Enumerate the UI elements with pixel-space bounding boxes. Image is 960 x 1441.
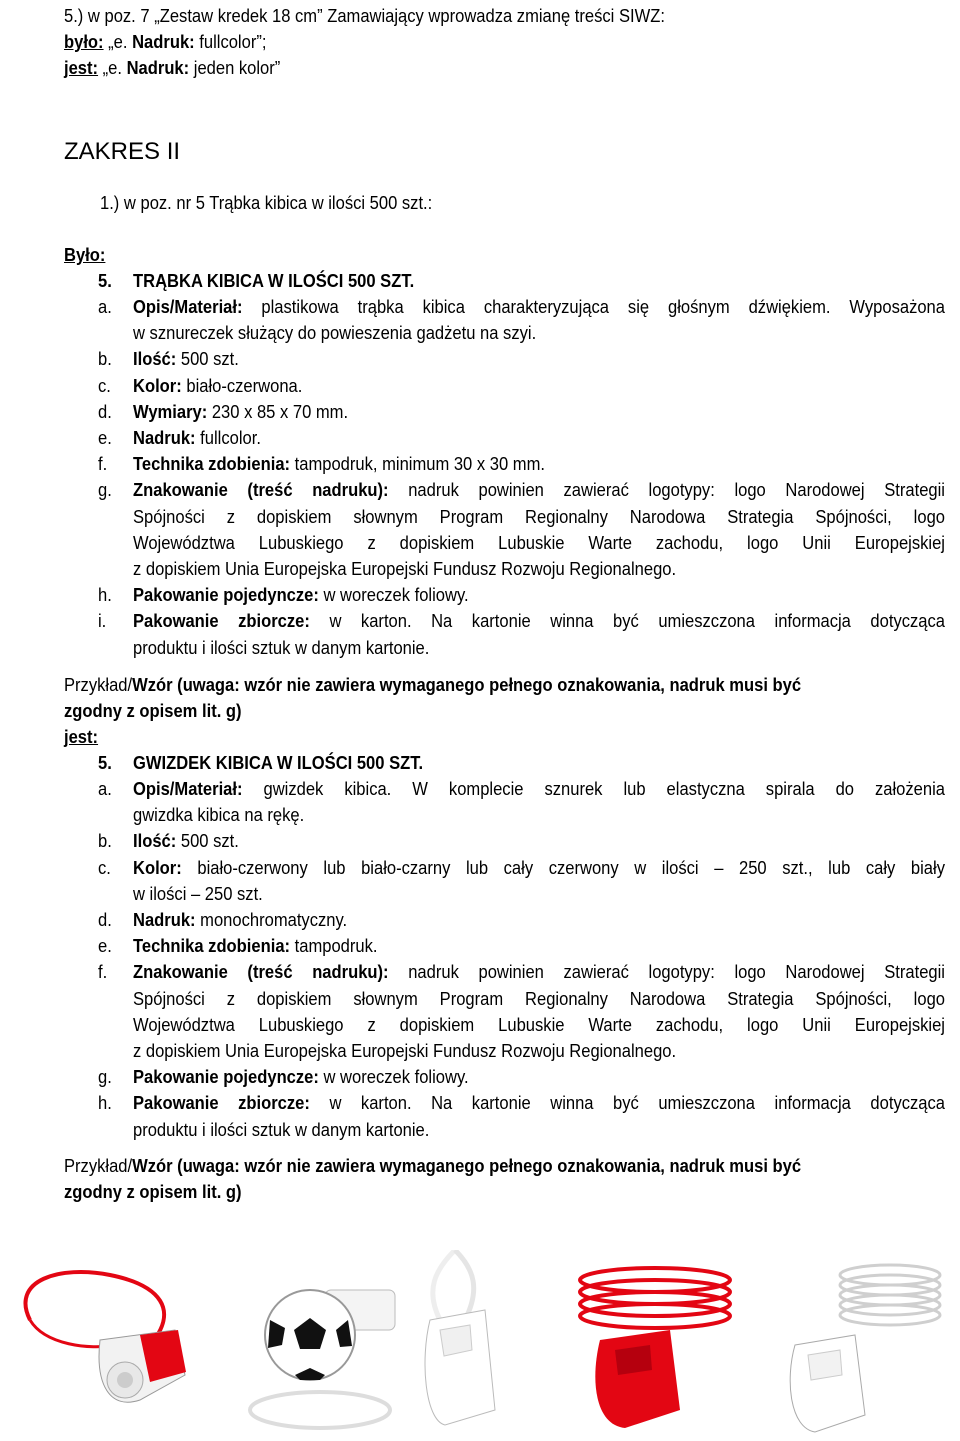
item-letter: b. [98,349,112,370]
item-line [133,505,945,529]
item-text: 230 x 85 x 70 mm. [207,401,349,422]
item-line [133,934,377,958]
item-line [133,960,945,984]
product-photos [0,1250,960,1440]
bylo-text-b: fullcolor”; [194,32,267,52]
item-text: monochromatyczny. [195,910,348,930]
item-letter: d. [98,910,112,930]
item-field-label: Technika zdobienia: [133,454,291,475]
item-letter: f. [98,454,108,475]
jest-heading-number: 5. [98,753,112,773]
change-line-bylo [64,30,266,54]
item-line [133,856,945,880]
jest-example-normal: Przykład/ [64,1156,133,1176]
item-field-label: Wymiary: [133,401,208,422]
item-line [133,609,945,633]
bylo-heading: TRĄBKA KIBICA W ILOŚCI 500 SZT. [133,271,415,291]
bylo-example-line-2: zgodny z opisem lit. g) [64,701,242,721]
item-line [133,908,347,932]
item-letter: h. [98,585,112,606]
item-letter: f. [98,962,108,983]
item-line [133,347,239,371]
jest-example-line-1 [64,1154,801,1178]
item-field-label: Nadruk: [133,910,196,930]
jest-example-bold-1: Wzór (uwaga: wzór nie zawiera wymaganego pełnego oznakowania, nadruk musi być [132,1156,802,1176]
item-text: plastikowa trąbka kibica charakteryzująca się głośnym dźwiękiem. Wyposażona [242,297,945,317]
item-line [133,374,302,398]
item-text: 500 szt. [176,349,239,370]
item-text: fullcolor. [195,428,261,448]
item-text: nadruk powinien zawierać logotypy: logo Narodowej Strategii [388,480,945,501]
white-whistle-cord-photo [400,1250,510,1440]
item-field-label: Technika zdobienia: [133,936,291,957]
item-text: Spójności z dopiskiem słownym Program Regionalny Narodowa Strategia Spójności, logo [133,988,945,1009]
item-text: Województwa Lubuskiego z dopiskiem Lubuskie Warte zachodu, logo Unii Europejskiej [133,1014,945,1035]
jest-bold: Nadruk: [126,58,190,78]
item-line [133,452,545,476]
bylo-example-bold-1: Wzór (uwaga: wzór nie zawiera wymaganego pełnego oznakowania, nadruk musi być [132,675,802,695]
item-line [133,321,536,345]
item-text: nadruk powinien zawierać logotypy: logo Narodowej Strategii [388,962,945,983]
item-field-label: Znakowanie (treść nadruku): [133,480,389,501]
jest-text-a: „e. [98,58,127,78]
item-line [133,829,239,853]
item-letter: h. [98,1093,112,1114]
bylo-text-a: „e. [103,32,133,52]
jest-text-b: jeden kolor” [189,58,281,78]
item-text: w ilości – 250 szt. [133,883,263,904]
item-line [133,557,676,581]
jest-heading: GWIZDEK KIBICA W ILOŚCI 500 SZT. [133,753,424,773]
change-line-jest [64,56,280,80]
jest-example-line-2: zgodny z opisem lit. g) [64,1182,242,1202]
item-field-label: Ilość: [133,349,177,370]
item-line [133,531,945,555]
item-field-label: Pakowanie zbiorcze: [133,611,310,632]
item-field-label: Ilość: [133,831,177,852]
item-text: Spójności z dopiskiem słownym Program Regionalny Narodowa Strategia Spójności, logo [133,506,945,527]
item-letter: b. [98,831,112,852]
item-letter: g. [98,480,112,501]
item-text: Województwa Lubuskiego z dopiskiem Lubuskie Warte zachodu, logo Unii Europejskiej [133,532,945,553]
item-field-label: Pakowanie pojedyncze: [133,1067,319,1088]
item-line [133,1013,945,1037]
item-text: biało-czerwona. [181,375,303,396]
item-line [133,478,945,502]
item-line [133,400,348,424]
item-field-label: Pakowanie pojedyncze: [133,585,319,606]
item-letter: c. [98,857,111,878]
item-letter: e. [98,936,112,957]
white-whistle-spiral-photo [780,1250,950,1440]
bylo-bold: Nadruk: [132,32,195,52]
item-line [133,636,429,660]
red-whistle-spiral-photo [560,1250,740,1440]
item-text: z dopiskiem Unia Europejska Europejski Fundusz Rozwoju Regionalnego. [133,1041,677,1061]
item-line [133,295,945,319]
item-text: gwizdka kibica na rękę. [133,805,305,826]
item-line [133,583,469,607]
bylo-example-normal: Przykład/ [64,675,133,695]
item-text: z dopiskiem Unia Europejska Europejski Fundusz Rozwoju Regionalnego. [133,559,677,579]
item-field-label: Opis/Materiał: [133,779,243,799]
item-field-label: Pakowanie zbiorcze: [133,1093,310,1114]
item-letter: a. [98,779,112,799]
item-text: biało-czerwony lub biało-czarny lub cały czerwony w ilości – 250 szt., lub cały biały [181,857,945,878]
item-line [133,1118,429,1142]
item-text: tampodruk, minimum 30 x 30 mm. [290,454,545,475]
bylo-example-line-1 [64,673,801,697]
item-text: tampodruk. [290,936,378,957]
zakres-title: ZAKRES II [64,138,181,165]
item-letter: a. [98,297,112,317]
change-intro: 1.) w poz. nr 5 Trąbka kibica w ilości 500 szt.: [100,193,433,213]
item-line [133,777,945,801]
item-field-label: Kolor: [133,857,182,878]
item-line [133,426,261,450]
item-line [133,987,945,1011]
item-text: 500 szt. [176,831,239,852]
red-white-whistle-photo [0,1250,230,1440]
bylo-section-label: Było: [64,245,106,265]
item-field-label: Opis/Materiał: [133,297,243,317]
item-text: produktu i ilości sztuk w danym kartonie. [133,1119,430,1140]
item-text: produktu i ilości sztuk w danym kartonie. [133,637,430,658]
item-text: w woreczek foliowy. [318,1067,469,1088]
change-line-1: 5.) w poz. 7 „Zestaw kredek 18 cm” Zamawiający wprowadza zmianę treści SIWZ: [64,6,665,26]
item-field-label: Nadruk: [133,428,196,448]
item-line [133,1065,469,1089]
item-line [133,882,263,906]
item-text: w woreczek foliowy. [318,585,469,606]
item-letter: c. [98,375,111,396]
item-text: gwizdek kibica. W komplecie sznurek lub elastyczna spirala do założenia [242,779,945,799]
bylo-heading-number: 5. [98,271,112,291]
item-letter: i. [98,611,107,632]
item-line [133,803,304,827]
item-text: w karton. Na kartonie winna być umieszczona informacja dotycząca [309,611,946,632]
jest-section-label: jest: [64,727,99,747]
football-whistle-photo [240,1250,400,1440]
bylo-label: było: [64,32,104,52]
item-field-label: Kolor: [133,375,182,396]
item-line [133,1091,945,1115]
item-text: w sznureczek służący do powieszenia gadżetu na szyi. [133,323,537,344]
item-letter: g. [98,1067,112,1088]
item-line [133,1039,676,1063]
jest-label: jest: [64,58,99,78]
item-letter: d. [98,401,112,422]
item-field-label: Znakowanie (treść nadruku): [133,962,389,983]
item-letter: e. [98,428,112,448]
item-text: w karton. Na kartonie winna być umieszczona informacja dotycząca [309,1093,946,1114]
